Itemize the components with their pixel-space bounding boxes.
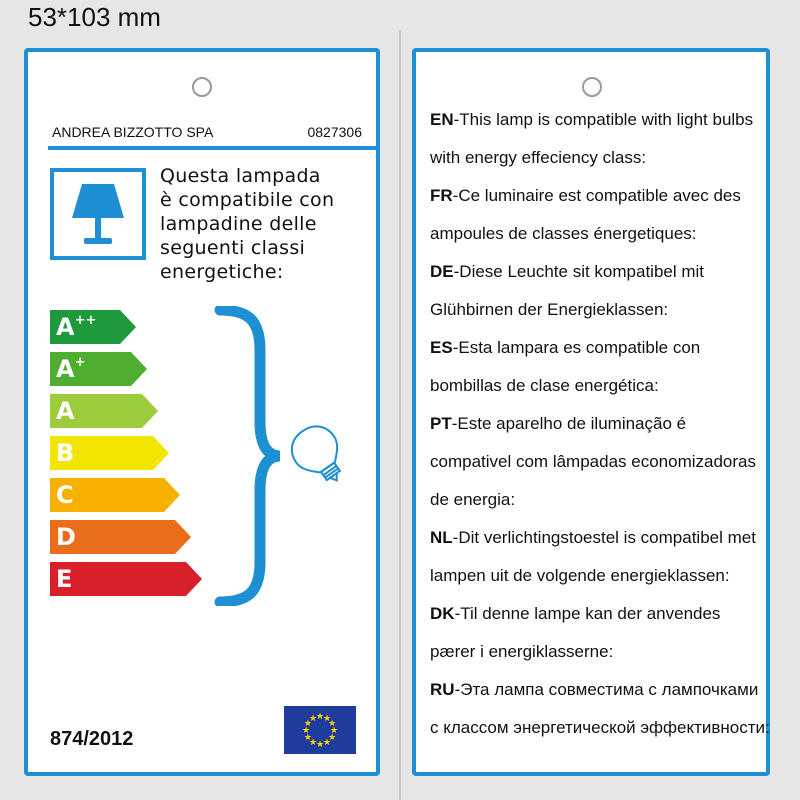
dimensions-label: 53*103 mm (28, 2, 161, 32)
eu-star: ★ (322, 712, 332, 723)
energy-class-letter: B (56, 439, 75, 467)
eu-star: ★ (329, 725, 339, 735)
energy-label-tag-left (24, 48, 380, 776)
eu-stars (284, 706, 356, 754)
energy-class-letter: D (56, 523, 76, 551)
energy-class-arrow (50, 352, 147, 386)
regulation-number: 874/2012 (50, 728, 134, 750)
product-code: 0827306 (307, 124, 362, 140)
italian-compatibility-text (160, 164, 380, 284)
language-item (430, 338, 760, 414)
eu-star: ★ (303, 718, 312, 728)
language-text-continued: lampen uit de volgende energieklassen: (430, 566, 730, 585)
eu-star: ★ (322, 737, 332, 748)
energy-class-arrow (50, 562, 202, 596)
language-text-continued: with energy effeciency class: (430, 148, 647, 167)
company-name: ANDREA BIZZOTTO SPA (52, 124, 214, 140)
language-text-continued: с классом энергетической эффективности: (430, 718, 770, 737)
language-code: ES (430, 338, 453, 357)
energy-class-arrow (50, 310, 136, 344)
language-list (430, 110, 770, 756)
eu-star: ★ (315, 739, 325, 749)
language-text-continued: ampoules de classes énergetiques: (430, 224, 697, 243)
eu-star: ★ (315, 711, 325, 721)
energy-class-arrow (50, 520, 191, 554)
company-header (52, 124, 362, 140)
language-item (430, 262, 760, 338)
language-code: RU (430, 680, 455, 699)
energy-class-letter: A+ (56, 355, 86, 383)
language-text: -Diese Leuchte sit kompatibel mit (453, 262, 705, 281)
energy-class-plus: ++ (74, 313, 97, 328)
language-code: EN (430, 110, 454, 129)
language-code: NL (430, 528, 453, 547)
language-text: de energia: (430, 490, 516, 509)
energy-class-arrow (50, 436, 169, 470)
language-code: PT (430, 414, 452, 433)
italian-line: è compatibile con (160, 189, 335, 211)
eu-star: ★ (308, 737, 318, 748)
language-code: FR (430, 186, 453, 205)
eu-star: ★ (308, 712, 318, 723)
language-item (430, 490, 760, 528)
language-item (430, 680, 770, 756)
multilingual-text-tag-right (412, 48, 770, 776)
language-text: -Esta lampara es compatible con (452, 338, 701, 357)
table-lamp-icon (54, 172, 142, 256)
language-item (430, 110, 760, 186)
italian-line: seguenti classi (160, 237, 306, 259)
lamp-icon-box (50, 168, 146, 260)
energy-class-letter: A++ (56, 313, 97, 341)
eu-star: ★ (328, 732, 337, 742)
language-item (430, 604, 760, 680)
italian-line: lampadine delle (160, 213, 317, 235)
header-underline (48, 146, 378, 150)
eu-star: ★ (328, 718, 337, 728)
language-text: -This lamp is compatible with light bulbs (453, 110, 754, 129)
language-text-continued: Glühbirnen der Energieklassen: (430, 300, 669, 319)
energy-class-letter: E (56, 565, 73, 593)
language-text: -Este aparelho de iluminação é (451, 414, 687, 433)
language-text-continued: compativel com lâmpadas economizadoras (430, 452, 756, 471)
language-text: -Dit verlichtingstoestel is compatibel met (452, 528, 756, 547)
language-code: DE (430, 262, 454, 281)
language-text: -Эта лампа совместима с лампочками (454, 680, 759, 699)
energy-class-plus: + (74, 355, 86, 370)
energy-class-letter: A (56, 397, 75, 425)
italian-line: Questa lampada (160, 165, 321, 187)
hang-hole (192, 77, 212, 97)
curly-brace-icon (214, 306, 284, 606)
italian-line: energetiche: (160, 261, 284, 283)
language-item (430, 414, 760, 490)
energy-class-arrow (50, 478, 180, 512)
language-text: -Til denne lampe kan der anvendes (454, 604, 721, 623)
eu-star: ★ (301, 725, 311, 735)
center-divider (399, 30, 401, 800)
eu-flag-icon (284, 706, 356, 754)
language-item (430, 528, 760, 604)
language-text-continued: pærer i energiklasserne: (430, 642, 614, 661)
energy-class-letter: C (56, 481, 74, 509)
eu-star: ★ (303, 732, 312, 742)
language-code: DK (430, 604, 455, 623)
language-text-continued: bombillas de clase energética: (430, 376, 659, 395)
language-item (430, 186, 760, 262)
energy-class-arrow (50, 394, 158, 428)
light-bulb-icon (284, 420, 354, 490)
language-text: -Ce luminaire est compatible avec des (452, 186, 741, 205)
hang-hole (582, 77, 602, 97)
